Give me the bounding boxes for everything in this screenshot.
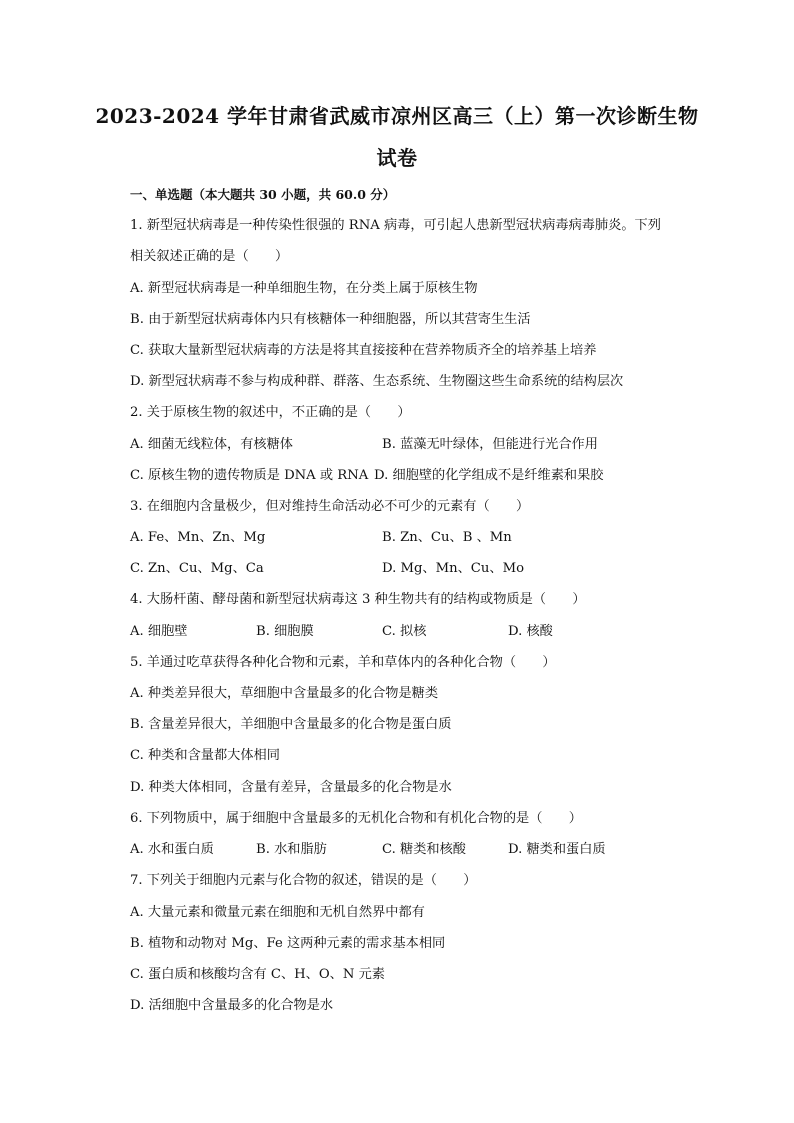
question-5-option-a: A. 种类差异很大，草细胞中含量最多的化合物是糖类 (130, 686, 439, 701)
question-1-option-c: C. 获取大量新型冠状病毒的方法是将其直接接种在营养物质齐全的培养基上培养 (130, 343, 597, 358)
question-2-stem: 2. 关于原核生物的叙述中，不正确的是（ ） (130, 405, 411, 420)
question-6-stem: 6. 下列物质中，属于细胞中含量最多的无机化合物和有机化合物的是（ ） (130, 811, 582, 826)
question-4-option-c: C. 拟核 (382, 624, 427, 639)
question-2-option-a: A. 细菌无线粒体，有核糖体 (130, 437, 293, 452)
question-6-option-c: C. 糖类和核酸 (382, 842, 466, 857)
question-7-stem: 7. 下列关于细胞内元素与化合物的叙述，错误的是（ ） (130, 873, 477, 888)
question-3-option-a: A. Fe、Mn、Zn、Mg (130, 530, 266, 545)
question-6-option-a: A. 水和蛋白质 (130, 842, 214, 857)
question-1-option-b: B. 由于新型冠状病毒体内只有核糖体一种细胞器，所以其营寄生生活 (130, 312, 531, 327)
question-3-option-b: B. Zn、Cu、B 、Mn (382, 530, 512, 545)
question-1-stem-line1: 1. 新型冠状病毒是一种传染性很强的 RNA 病毒，可引起人患新型冠状病毒病毒肺炎。下列 (130, 218, 661, 233)
question-2-option-d: D. 细胞壁的化学组成不是纤维素和果胶 (374, 468, 604, 483)
question-1-stem-line2: 相关叙述正确的是（ ） (130, 249, 289, 264)
question-2-option-b: B. 蓝藻无叶绿体，但能进行光合作用 (382, 437, 598, 452)
question-4-stem: 4. 大肠杆菌、酵母菌和新型冠状病毒这 3 种生物共有的结构或物质是（ ） (130, 592, 586, 607)
question-3-option-d: D. Mg、Mn、Cu、Mo (382, 561, 525, 576)
section-heading: 一、单选题（本大题共 30 小题，共 60.0 分） (130, 187, 396, 202)
question-1-option-a: A. 新型冠状病毒是一种单细胞生物，在分类上属于原核生物 (130, 281, 478, 296)
question-7-option-a: A. 大量元素和微量元素在细胞和无机自然界中都有 (130, 905, 425, 920)
question-7-option-b: B. 植物和动物对 Mg、Fe 这两种元素的需求基本相同 (130, 936, 446, 951)
question-6-option-d: D. 糖类和蛋白质 (508, 842, 606, 857)
question-7-option-c: C. 蛋白质和核酸均含有 C、H、O、N 元素 (130, 967, 385, 982)
question-4-option-d: D. 核酸 (508, 624, 553, 639)
question-1-option-d: D. 新型冠状病毒不参与构成种群、群落、生态系统、生物圈这些生命系统的结构层次 (130, 374, 624, 389)
question-4-option-b: B. 细胞膜 (256, 624, 314, 639)
exam-title-line1: 2023-2024 学年甘肃省武威市凉州区高三（上）第一次诊断生物 (95, 104, 699, 128)
question-7-option-d: D. 活细胞中含量最多的化合物是水 (130, 998, 334, 1013)
question-5-option-b: B. 含量差异很大，羊细胞中含量最多的化合物是蛋白质 (130, 717, 452, 732)
exam-title-line2: 试卷 (376, 146, 418, 170)
question-3-stem: 3. 在细胞内含量极少，但对维持生命活动必不可少的元素有（ ） (130, 499, 530, 514)
question-5-stem: 5. 羊通过吃草获得各种化合物和元素，羊和草体内的各种化合物（ ） (130, 655, 556, 670)
question-6-option-b: B. 水和脂肪 (256, 842, 327, 857)
question-5-option-c: C. 种类和含量都大体相同 (130, 748, 280, 763)
question-4-option-a: A. 细胞壁 (130, 624, 188, 639)
question-5-option-d: D. 种类大体相同，含量有差异，含量最多的化合物是水 (130, 780, 452, 795)
question-3-option-c: C. Zn、Cu、Mg、Ca (130, 561, 264, 576)
question-2-option-c: C. 原核生物的遗传物质是 DNA 或 RNA (130, 468, 369, 483)
